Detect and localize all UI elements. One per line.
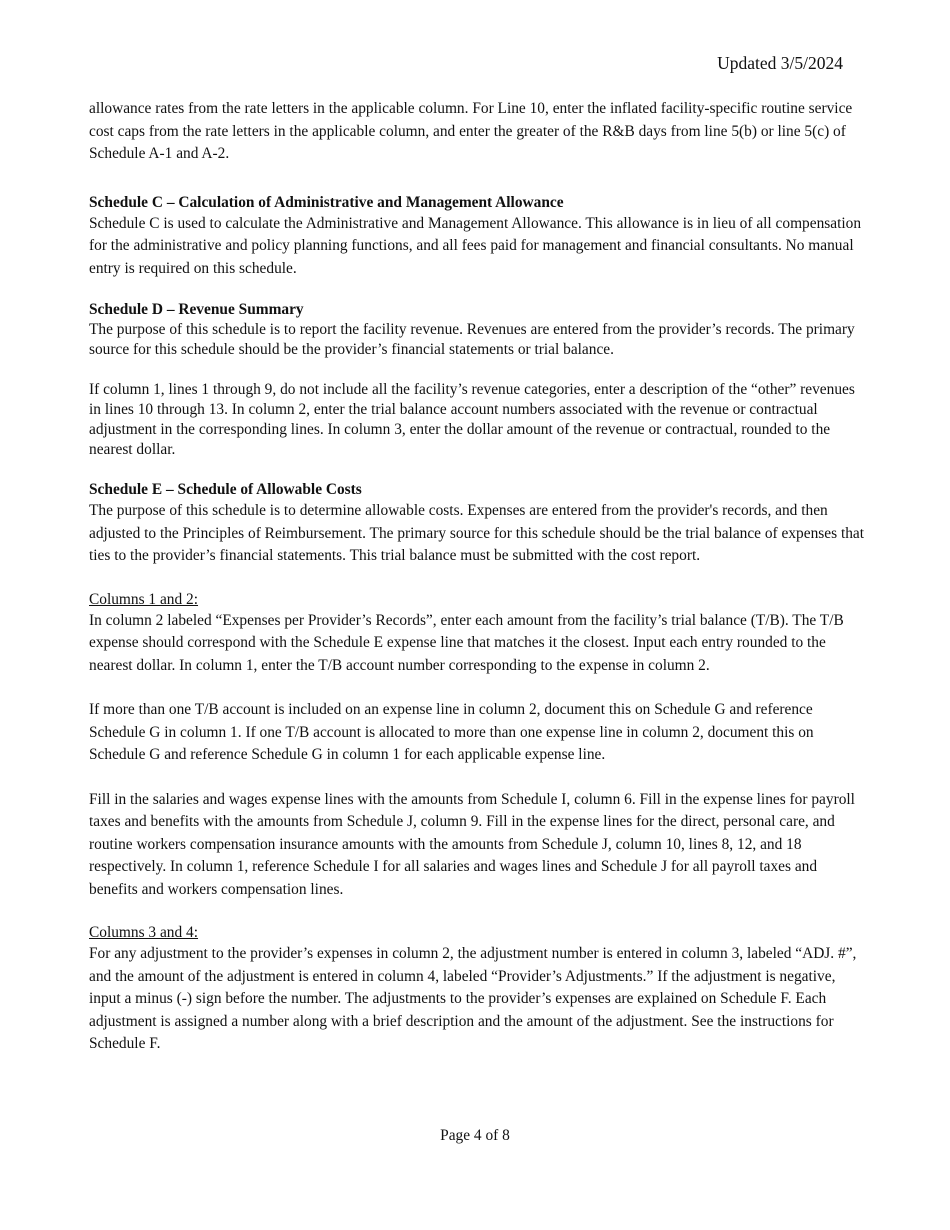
spacer bbox=[89, 677, 869, 699]
page-number: Page 4 of 8 bbox=[440, 1127, 510, 1144]
updated-date: Updated 3/5/2024 bbox=[717, 53, 843, 73]
spacer bbox=[89, 166, 869, 193]
schedule-c-heading: Schedule C – Calculation of Administrative and Management Allowance bbox=[89, 193, 564, 211]
spacer bbox=[89, 360, 869, 380]
schedule-c-paragraph: Schedule C is used to calculate the Administrative and Management Allowance. This allowance is in lieu of all compensation for the administrative and policy planning functions, and all fees paid for management and financial consultants. No manual entry is required on this schedule. bbox=[89, 214, 862, 277]
schedule-d-paragraph-2: If column 1, lines 1 through 9, do not include all the facility’s revenue categories, enter a description of the “other” revenues in lines 10 through 13. In column 2, enter the trial balance account numbers associated with the revenue or contractual adjustment in the corresponding lines. In column 3, enter the dollar amount of the revenue or contractual, rounded to the nearest dollar. bbox=[89, 381, 855, 458]
spacer bbox=[89, 901, 869, 923]
columns-1-2-paragraph-1: In column 2 labeled “Expenses per Provider’s Records”, enter each amount from the facility’s trial balance (T/B). The T/B expense should correspond with the Schedule E expense line that matches it the closest. Input each entry rounded to the nearest dollar. In column 1, enter the T/B account number corresponding to the expense in column 2. bbox=[89, 611, 844, 674]
spacer bbox=[89, 568, 869, 590]
schedule-d-paragraph-1: The purpose of this schedule is to report the facility revenue. Revenues are entered from the provider’s records. The primary source for this schedule should be the provider’s financial statements or trial balance. bbox=[89, 321, 855, 358]
intro-paragraph: allowance rates from the rate letters in the applicable column. For Line 10, enter the inflated facility-specific routine service cost caps from the rate letters in the applicable column, and enter the greater of the R&B days from line 5(b) or line 5(c) of Schedule A-1 and A-2. bbox=[89, 100, 853, 162]
columns-1-2-paragraph-2: If more than one T/B account is included on an expense line in column 2, document this on Schedule G and reference Schedule G in column 1. If one T/B account is allocated to more than one expense line in column 2, document this on Schedule G and reference Schedule G in column 1 for each applicable expense line. bbox=[89, 701, 814, 763]
page-content bbox=[89, 98, 869, 1056]
columns-1-2-heading: Columns 1 and 2: bbox=[89, 590, 199, 608]
schedule-e-heading: Schedule E – Schedule of Allowable Costs bbox=[89, 481, 362, 498]
spacer bbox=[89, 280, 869, 300]
spacer bbox=[89, 767, 869, 789]
spacer bbox=[89, 460, 869, 480]
columns-1-2-paragraph-3: Fill in the salaries and wages expense lines with the amounts from Schedule I, column 6. Fill in the expense lines for payroll taxes and benefits with the amounts from Schedule J, column 9. Fill in the expense lines for the direct, personal care, and routine workers compensation insurance amounts with the amounts from Schedule J, column 10, lines 8, 12, and 18 respectively. In column 1, reference Schedule I for all salaries and wages lines and Schedule J for all payroll taxes and benefits and workers compensation lines. bbox=[89, 790, 855, 898]
columns-3-4-paragraph: For any adjustment to the provider’s expenses in column 2, the adjustment number is entered in column 3, labeled “ADJ. #”, and the amount of the adjustment is entered in column 4, labeled “Provider’s Adjustments.” If the adjustment is negative, input a minus (-) sign before the number. The adjustments to the provider’s expenses are explained on Schedule F. Each adjustment is assigned a number along with a brief description and the amount of the adjustment. See the instructions for Schedule F. bbox=[89, 945, 857, 1052]
columns-3-4-heading: Columns 3 and 4: bbox=[89, 924, 199, 941]
schedule-e-paragraph: The purpose of this schedule is to determine allowable costs. Expenses are entered from the provider's records, and then adjusted to the Principles of Reimbursement. The primary source for this schedule should be the trial balance of expenses that ties to the provider’s financial statements. This trial balance must be submitted with the cost report. bbox=[89, 502, 865, 564]
schedule-d-heading: Schedule D – Revenue Summary bbox=[89, 301, 304, 318]
